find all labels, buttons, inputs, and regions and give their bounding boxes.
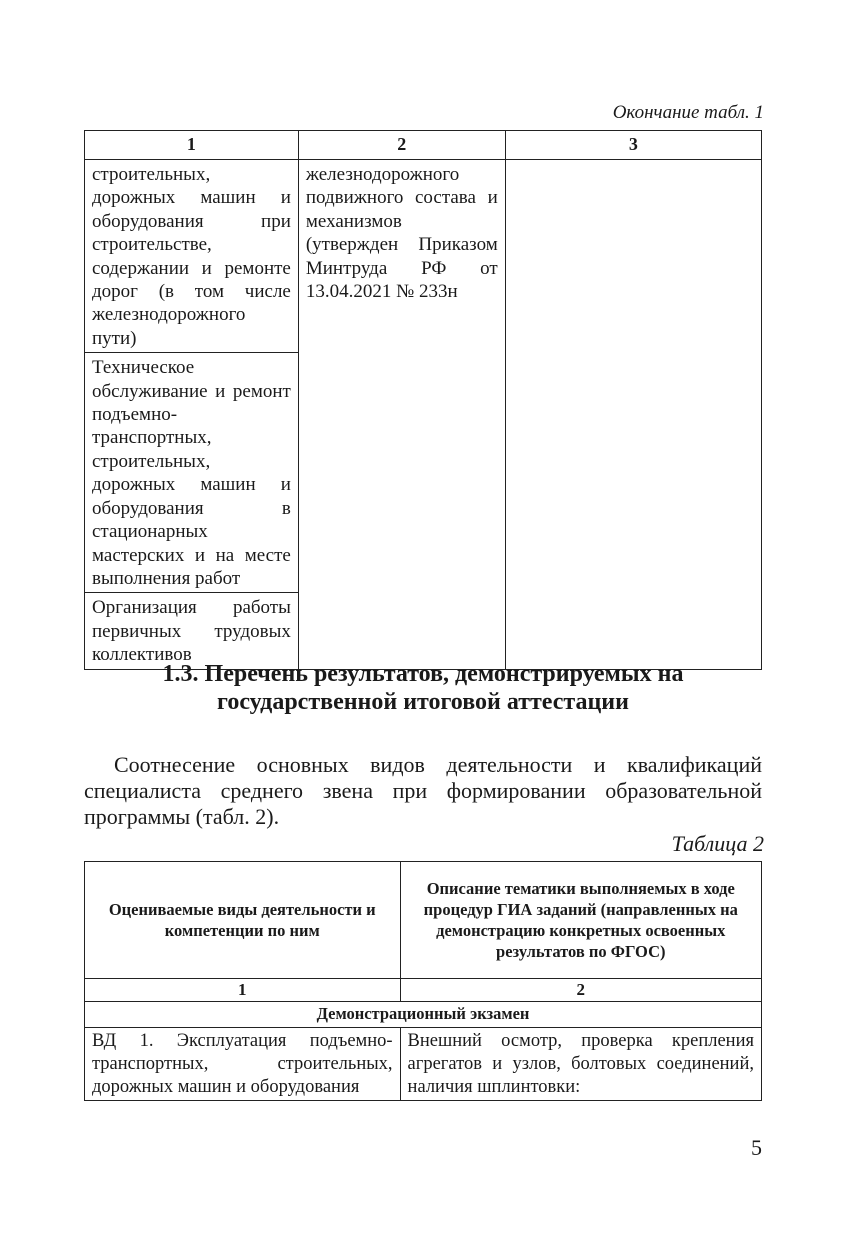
table-1-cell-col-3 [505,160,761,670]
table-1-header-col-2: 2 [298,131,505,160]
table-continuation-note: Окончание табл. 1 [612,102,764,123]
table-2-cell-description: Внешний осмотр, проверка крепления агрегатов и узлов, болтовых соединений, наличия шплинтовки: [400,1028,761,1101]
table-1 [84,130,762,670]
table-1-header-row [85,131,762,160]
table-2 [84,861,762,1101]
section-title: 1.3. Перечень результатов, демонстрируемых на государственной итоговой аттестации [162,661,684,715]
table-2-header-col-1: Оцениваемые виды деятельности и компетенции по ним [85,862,401,979]
table-row [85,1028,762,1101]
table-1-cell-activity-1: строительных, дорожных машин и оборудования при строительстве, содержании и ремонте дорог (в том числе железнодорожного пути) [85,160,299,353]
table-1-cell-standard: железнодорожного подвижного состава и механизмов (утвержден Приказом Минтруда РФ от 13.04.2021 № 233н [298,160,505,670]
table-2-number-col-2: 2 [400,979,761,1002]
table-1-cell-activity-2: Техническое обслуживание и ремонт подъемно-транспортных, строительных, дорожных машин и оборудования в стационарных мастерских и на месте выполнения работ [85,353,299,593]
table-2-cell-activity: ВД 1. Эксплуатация подъемно-транспортных, строительных, дорожных машин и оборудования [85,1028,401,1101]
table-2-number-row [85,979,762,1002]
table-1-cell-activity-3: Организация работы первичных трудовых коллективов [85,593,299,669]
table-2-header-row [85,862,762,979]
table-2-header-col-2: Описание тематики выполняемых в ходе процедур ГИА заданий (направленных на демонстрацию конкретных освоенных результатов по ФГОС) [400,862,761,979]
page-number: 5 [751,1135,762,1160]
table-2-section-row [85,1002,762,1028]
table-row [85,160,762,353]
table-2-number-col-1: 1 [85,979,401,1002]
table-2-section-label: Демонстрационный экзамен [85,1002,762,1028]
section-paragraph: Соотнесение основных видов деятельности и квалификаций специалиста среднего звена при формировании образовательной программы (табл. 2). [84,752,762,829]
table-2-caption: Таблица 2 [671,831,764,856]
table-1-header-col-3: 3 [505,131,761,160]
table-1-header-col-1: 1 [85,131,299,160]
